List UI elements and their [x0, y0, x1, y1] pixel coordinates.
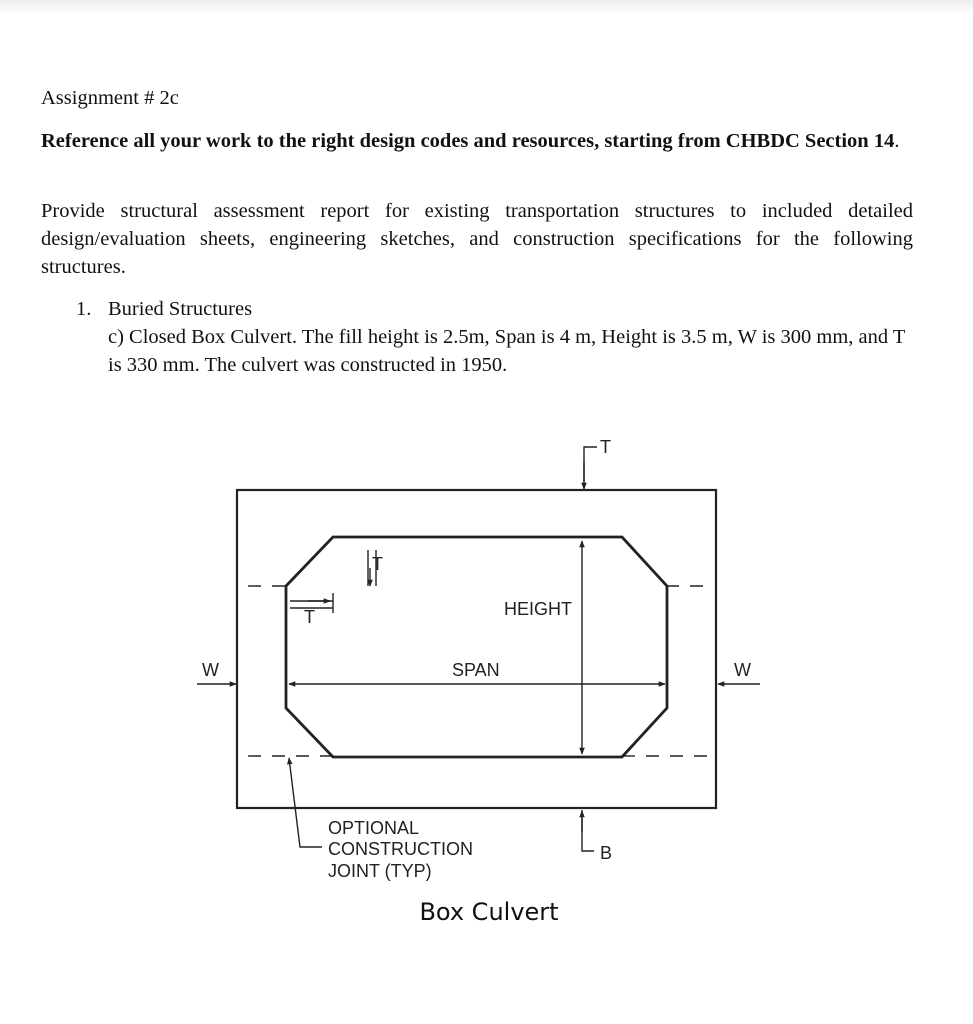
reference-period: . [894, 130, 900, 152]
height-label: HEIGHT [504, 599, 573, 619]
culvert-opening [286, 537, 667, 757]
box-culvert-figure [0, 400, 973, 960]
t-top-dimension [584, 447, 597, 489]
joint-label-line1: OPTIONAL [328, 818, 420, 838]
reference-text: Reference all your work to the right design codes and resources, starting from CHBDC Section 14 [41, 130, 895, 152]
w-right-label: W [734, 660, 751, 680]
list-item-description: c) Closed Box Culvert. The fill height is 2.5m, Span is 4 m, Height is 3.5 m, W is 300 mm, and T is 330 mm. The culvert was constructed in 1950. [108, 326, 906, 376]
top-shadow [0, 0, 973, 14]
t-top-label: T [600, 437, 611, 457]
b-bottom-label: B [600, 843, 613, 863]
span-label: SPAN [452, 660, 500, 680]
w-left-label: W [202, 660, 219, 680]
list-item-title: Buried Structures [108, 298, 253, 320]
figure-caption: Box Culvert [419, 898, 559, 926]
joint-leader-line [289, 758, 322, 847]
reference-statement [41, 127, 913, 155]
b-bottom-dimension [582, 810, 594, 851]
assignment-title: Assignment # 2c [41, 87, 179, 109]
instructions-paragraph: Provide structural assessment report for existing transportation structures to included detailed design/evaluation sheets, engineering sketches, and construction specifications for the following structures. [41, 200, 913, 278]
haunch-t-dimensions [290, 550, 376, 613]
joint-label-line3: JOINT (TYP) [328, 861, 432, 881]
joint-label-line2: CONSTRUCTION [328, 839, 473, 859]
t-haunch-horizontal-label: T [304, 607, 315, 627]
t-haunch-vertical-label: T [372, 554, 383, 574]
list-number: 1. [76, 298, 92, 320]
